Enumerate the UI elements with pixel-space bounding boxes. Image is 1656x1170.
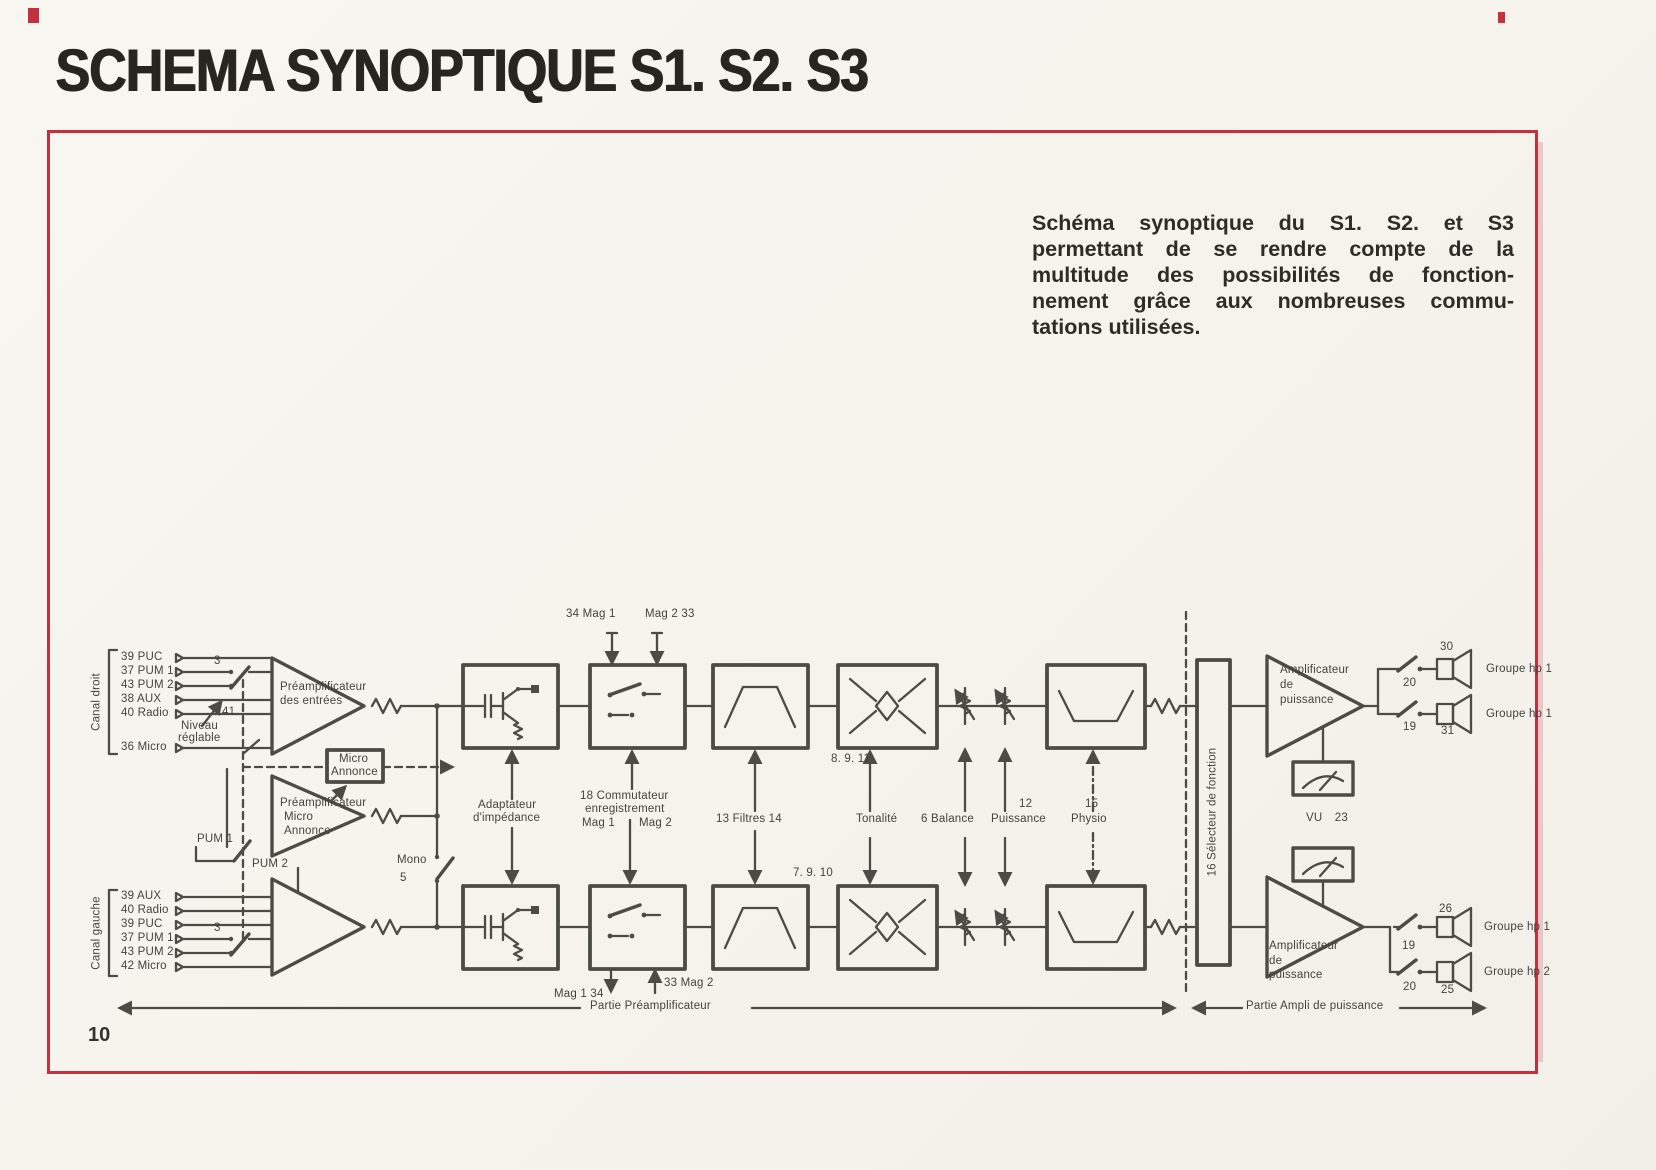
resistor — [372, 699, 401, 713]
ampli-label: puissance — [1269, 969, 1323, 981]
groupe-hp-label: Groupe hp 2 — [1484, 966, 1551, 978]
ampli-label: de — [1280, 679, 1294, 691]
commutateur-label: Mag 2 — [639, 817, 672, 829]
pum-bracket — [196, 847, 234, 861]
commutateur-label: 18 Commutateur — [580, 790, 669, 802]
intro-line: permettant de se rendre compte de la — [1032, 237, 1514, 261]
selecteur-label: 16 Sélecteur de fonction — [1206, 747, 1219, 877]
input-label: 37 PUM 1 — [121, 665, 174, 677]
preamp-micro-label: Annonce — [284, 825, 331, 837]
ampli-label: de — [1269, 955, 1283, 967]
pum2-label: PUM 2 — [252, 858, 289, 870]
speaker-number: 25 — [1441, 984, 1455, 996]
input-selector-switch — [231, 934, 249, 955]
filtres-label: 13 Filtres 14 — [716, 813, 782, 825]
commutateur-label: enregistrement — [585, 803, 665, 815]
micro-switch — [244, 740, 259, 753]
ampli-label: puissance — [1280, 694, 1334, 706]
speaker-switch — [1394, 960, 1430, 974]
mag-tap-label: Mag 2 33 — [645, 608, 695, 620]
switch-number: 3 — [214, 655, 221, 667]
groupe-hp-label: Groupe hp 1 — [1486, 708, 1553, 720]
mono-label: Mono — [397, 854, 427, 866]
speaker-switch — [1394, 915, 1430, 929]
speaker-icon — [1430, 650, 1471, 688]
switch-number: 3 — [214, 922, 221, 934]
page-title: SCHEMA SYNOPTIQUE S1. S2. S3 — [55, 37, 868, 105]
puissance-number: 12 — [1019, 798, 1033, 810]
adaptateur-label: d'impédance — [473, 812, 541, 824]
input-label: 39 PUC — [121, 918, 163, 930]
input-label: 39 AUX — [121, 890, 162, 902]
preamp-label: des entrées — [280, 695, 343, 707]
intro-line: tations utilisées. — [1032, 315, 1201, 339]
mono-switch — [437, 858, 453, 879]
niveau-label: réglable — [178, 732, 221, 744]
physio-label: Physio — [1071, 813, 1107, 825]
groupe-hp-label: Groupe hp 1 — [1484, 921, 1551, 933]
input-label: 40 Radio — [121, 904, 169, 916]
preamp-label: Préamplificateur — [280, 681, 367, 693]
canal-gauche-label: Canal gauche — [90, 896, 103, 970]
tonalite-box-top — [838, 665, 937, 748]
canal-gauche-bracket — [109, 890, 117, 976]
preamp-micro-label: Micro — [284, 811, 314, 823]
tonalite-numbers: 7. 9. 10 — [793, 867, 833, 879]
balance-label: 6 Balance — [921, 813, 974, 825]
speaker-number: 26 — [1439, 903, 1453, 915]
groupe-hp-label: Groupe hp 1 — [1486, 663, 1553, 675]
switch-number: 19 — [1403, 721, 1417, 733]
input-label: 43 PUM 2 — [121, 679, 174, 691]
section-label: Partie Ampli de puissance — [1246, 1000, 1384, 1012]
commutateur-box-top — [590, 665, 685, 748]
filtres-box-bottom — [713, 886, 808, 969]
ampli-label: Amplificateur — [1269, 940, 1339, 952]
commutateur-label: Mag 1 — [582, 817, 615, 829]
puissance-label: Puissance — [991, 813, 1046, 825]
input-label: 36 Micro — [121, 741, 167, 753]
filtres-box-top — [713, 665, 808, 748]
input-label: 37 PUM 1 — [121, 932, 174, 944]
mag-tap-label: 34 Mag 1 — [566, 608, 616, 620]
speaker-number: 31 — [1441, 725, 1455, 737]
switch-number: 20 — [1403, 981, 1417, 993]
tonalite-box-bottom — [838, 886, 937, 969]
mag-tap-label: Mag 1 34 — [554, 988, 604, 1000]
speaker-switch — [1394, 702, 1430, 716]
commutateur-box-bottom — [590, 886, 685, 969]
tonalite-label: Tonalité — [856, 813, 898, 825]
vu-label: VU 23 — [1306, 812, 1348, 824]
ampli-label: Amplificateur — [1280, 664, 1350, 676]
canal-droit-label: Canal droit — [90, 673, 103, 731]
vu-meter-bottom — [1293, 848, 1353, 881]
input-label: 38 AUX — [121, 693, 162, 705]
physio-number: 15 — [1085, 798, 1099, 810]
input-label: 42 Micro — [121, 960, 167, 972]
speaker-switch — [1394, 657, 1430, 671]
physio-box-bottom — [1047, 886, 1145, 969]
intro-line: multitude des possibilités de fonction- — [1032, 263, 1514, 287]
switch-number: 41 — [222, 706, 236, 718]
canal-droit-bracket — [109, 650, 117, 754]
resistor — [372, 920, 401, 934]
niveau-label: Niveau — [181, 720, 218, 732]
input-label: 39 PUC — [121, 651, 163, 663]
preamp-entrees-triangle-bottom — [272, 879, 364, 975]
pum1-label: PUM 1 — [197, 833, 234, 845]
micro-annonce-label: Micro — [339, 753, 369, 765]
intro-line: nement grâce aux nombreuses commu- — [1032, 289, 1514, 313]
mono-number: 5 — [400, 872, 407, 884]
micro-annonce-label: Annonce — [331, 766, 378, 778]
input-selector-switch — [231, 667, 249, 688]
switch-number: 19 — [1402, 940, 1416, 952]
mag-tap-label: 33 Mag 2 — [664, 977, 714, 989]
resistor — [372, 809, 401, 823]
adaptateur-label: Adaptateur — [478, 799, 537, 811]
switch-number: 20 — [1403, 677, 1417, 689]
pum-switch — [234, 841, 250, 861]
speaker-number: 30 — [1440, 641, 1454, 653]
preamp-micro-label: Préamplificateur — [280, 797, 367, 809]
section-label: Partie Préamplificateur — [590, 1000, 711, 1012]
vu-meter-top — [1293, 762, 1353, 795]
physio-box-top — [1047, 665, 1145, 748]
tonalite-numbers: 8. 9. 11 — [831, 753, 871, 765]
page-number: 10 — [88, 1024, 111, 1046]
input-label: 43 PUM 2 — [121, 946, 174, 958]
intro-line: Schéma synoptique du S1. S2. et S3 — [1032, 211, 1514, 235]
input-label: 40 Radio — [121, 707, 169, 719]
